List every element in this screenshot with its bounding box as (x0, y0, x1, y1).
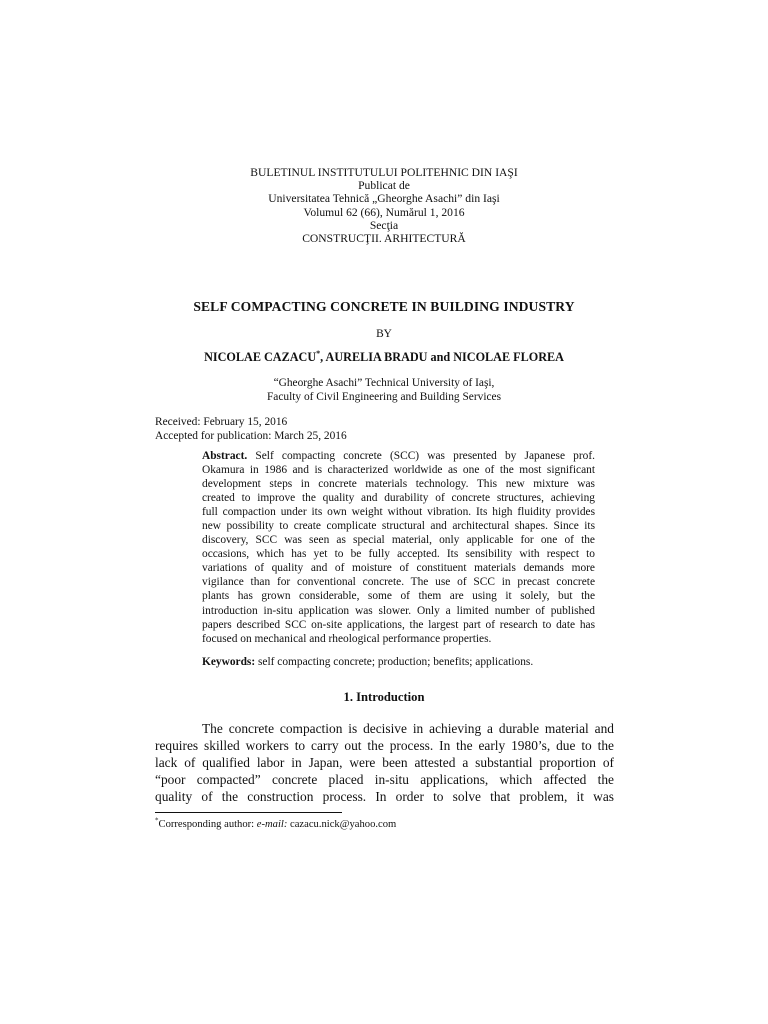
section-heading: 1. Introduction (343, 690, 425, 704)
section-name: CONSTRUCŢII. ARHITECTURĂ (302, 232, 466, 246)
keywords (202, 656, 602, 668)
author-first: NICOLAE CAZACU (204, 350, 317, 364)
affiliation-faculty: Faculty of Civil Engineering and Building Services (266, 391, 502, 403)
publisher-label: Publicat de (358, 179, 410, 193)
abstract-line: occasions, which has yet to be fully accepted. Its sensibility with respect to (202, 548, 595, 561)
abstract-line: plants has grown considerable, some of them are using it solely, but the (202, 590, 595, 603)
keywords-label: Keywords: (202, 656, 256, 668)
abstract-line: full compaction under its own weight without vibration. Its high fluidity provides (202, 506, 595, 519)
email-label: e-mail: (256, 819, 288, 830)
abstract-line: new possibility to create complicate structural and architectural shapes. Since its (202, 520, 595, 533)
abstract-label: Abstract. (202, 450, 248, 462)
footnote (155, 816, 397, 830)
journal-name: BULETINUL INSTITUTULUI POLITEHNIC DIN IAŞI (250, 166, 518, 179)
abstract-line: introduction in-situ application was slower. Only a limited number of published (202, 604, 595, 617)
keywords-text: self compacting concrete; production; benefits; applications. (255, 656, 534, 668)
abstract-line: development steps in concrete materials technology. This new mixture was (202, 478, 595, 491)
abstract-line: vigilance than for conventional concrete. The use of SCC in precast concrete (202, 576, 595, 589)
body-line: lack of qualified labor in Japan, were been attested a substantial proportion of (155, 755, 614, 771)
body-line: The concrete compaction is decisive in achieving a durable material and (202, 721, 614, 736)
body-line: quality of the construction process. In order to solve that problem, it was (155, 789, 614, 805)
abstract-line: discovery, SCC was seen as special material, only applicable for one of the (202, 534, 595, 547)
journal-header (0, 166, 768, 245)
by-label: BY (376, 328, 392, 340)
footnote-prefix: Corresponding author: (158, 819, 257, 830)
abstract-line: variations of quality and of moisture of constituent materials demands more (202, 562, 595, 575)
abstract-line: papers described SCC on-site applications, the largest part of research to date has (202, 618, 595, 631)
affiliation-university: “Gheorghe Asachi” Technical University of Iaşi, (273, 377, 495, 389)
abstract (202, 449, 595, 646)
author-rest: , AURELIA BRADU and NICOLAE FLOREA (320, 350, 564, 364)
body-text (155, 720, 614, 805)
accepted-date: Accepted for publication: March 25, 2016 (155, 430, 347, 442)
abstract-line: Abstract. Self compacting concrete (SCC) was presented by Japanese prof. (202, 450, 595, 462)
affiliation (0, 376, 768, 404)
email-address[interactable]: cazacu.nick@yahoo.com (287, 819, 397, 830)
publication-dates (155, 415, 347, 443)
abstract-line: created to improve the quality and durability of concrete structures, achieving (202, 492, 595, 505)
publisher-name: Universitatea Tehnică „Gheorghe Asachi” din Iaşi (268, 192, 500, 206)
volume-info: Volumul 62 (66), Numărul 1, 2016 (303, 205, 465, 219)
footnote-mark: * (155, 816, 159, 825)
section-label: Secţia (369, 218, 399, 232)
body-line: requires skilled workers to carry out the process. In the early 1980’s, due to the (155, 738, 614, 754)
author-list (0, 350, 768, 365)
abstract-line: Okamura in 1986 and is characterized worldwide as one of the most significant (202, 464, 595, 477)
footnote-divider (155, 812, 342, 813)
paper-title: SELF COMPACTING CONCRETE IN BUILDING INDUSTRY (193, 299, 575, 314)
abstract-line: focused on mechanical and rheological performance properties. (202, 632, 492, 645)
body-line: “poor compacted” concrete placed in-situ applications, which affected the (155, 772, 614, 788)
corresponding-mark: * (316, 348, 321, 358)
received-date: Received: February 15, 2016 (155, 416, 288, 428)
